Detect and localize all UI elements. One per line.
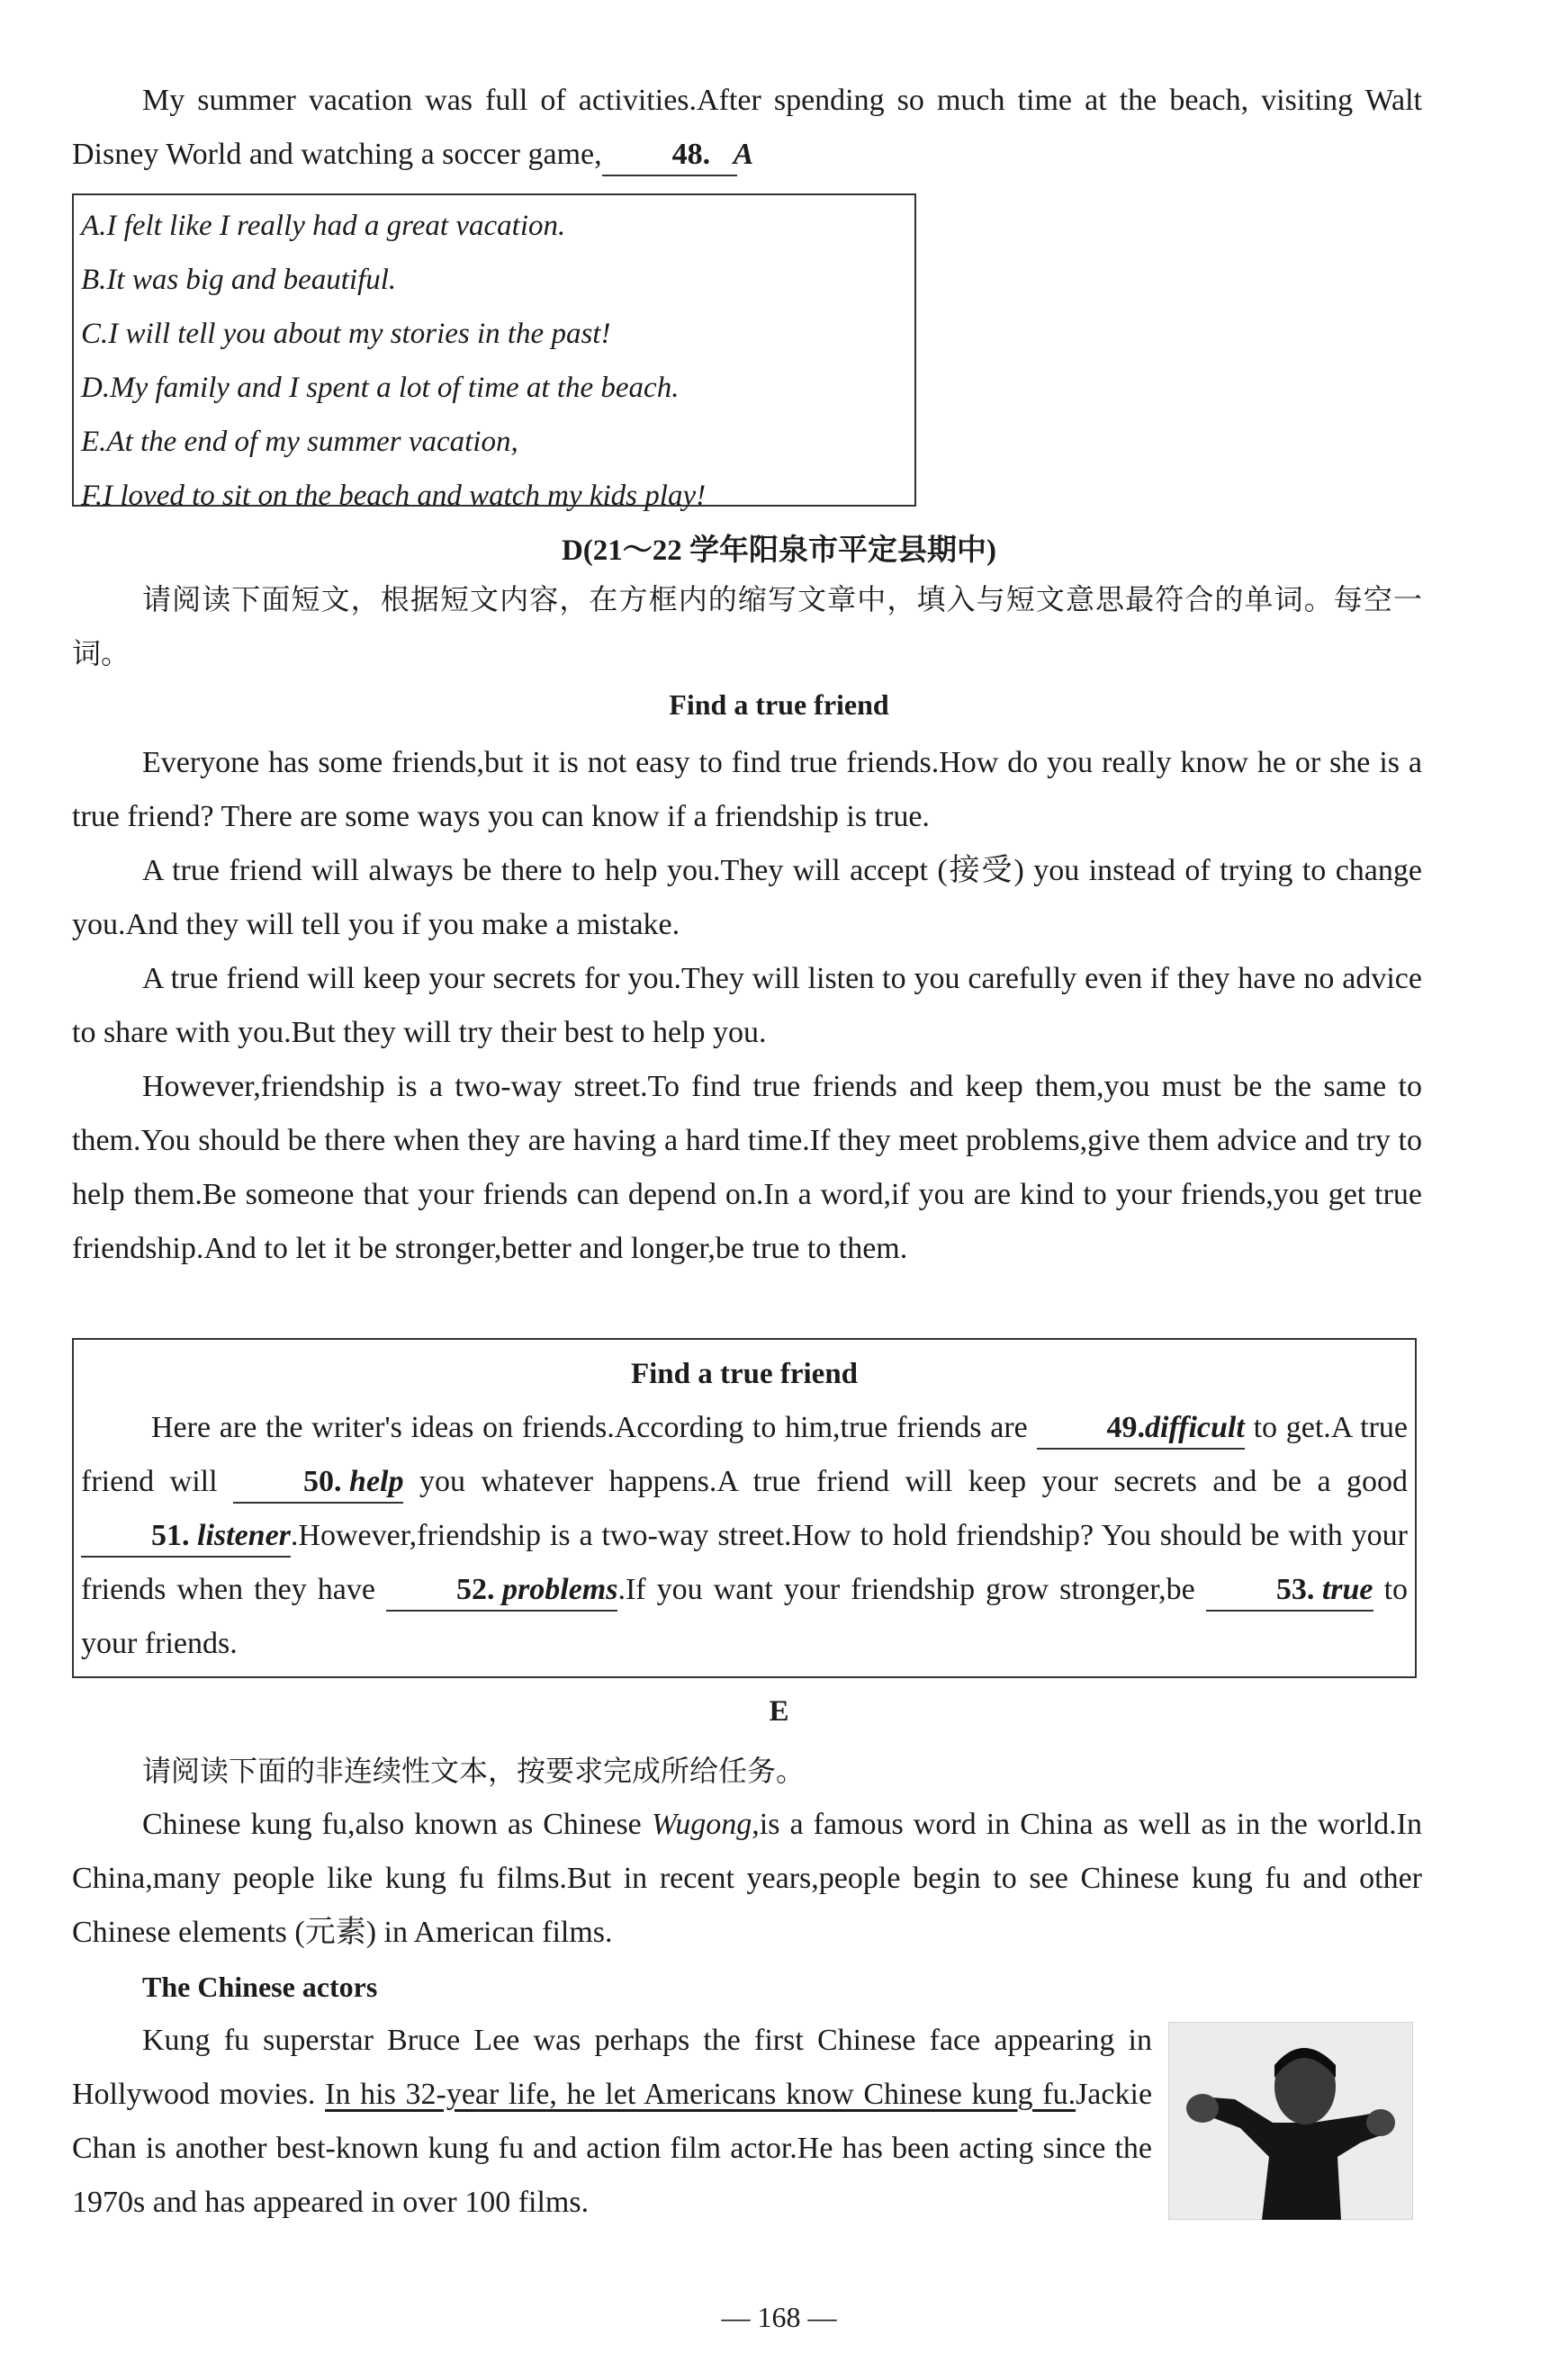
option-d: D.My family and I spent a lot of time at the beach. [81,372,680,404]
option-f: F.I loved to sit on the beach and watch my kids play! [81,480,707,512]
option-b: B.It was big and beautiful. [81,264,397,296]
actors-paragraph: Kung fu superstar Bruce Lee was perhaps the first Chinese face appearing in Hollywood movies. In his 32-year life, he let Americans know Chinese kung fu.Jackie Chan is another best-known kung fu and action film actor.He has been acting since the 1970s and has appeared in over 100 films. [72,2024,1153,2219]
passage-title: Find a true friend [669,688,889,721]
answer-50: help [349,1465,404,1498]
blank-49: 49.difficult [1037,1408,1245,1450]
passage-paragraph-4: However,friendship is a two-way street.To find true friends and keep them,you must be the same to them.You should be there when they are having a hard time.If they meet problems,give them advice and try to help them.Be someone that your friends can depend on.In a word,if you are kind to your friends,you get true friendship.And to let it be stronger,better and longer,be true to them. [72,1070,1422,1265]
intro-text: My summer vacation was full of activities.After spending so much time at the beach, visiting Walt Disney World and watching a soccer game, [72,84,1422,171]
kungfu-paragraph: Chinese kung fu,also known as Chinese Wugong,is a famous word in China as well as in the world.In China,many people like kung fu films.But in recent years,people begin to see Chinese kung fu and other Chinese elements (元素) in American films. [72,1808,1422,1949]
section-d-heading: D(21～22 学年阳泉市平定县期中) [561,534,997,567]
underlined-sentence: In his 32-year life, he let Americans know Chinese kung fu. [325,2078,1076,2111]
section-e-heading: E [769,1695,789,1728]
blank-53: 53. true [1206,1570,1373,1612]
options-box [72,193,916,512]
blank-50: 50. help [233,1462,403,1504]
bruce-lee-photo [1168,2022,1413,2220]
passage-paragraph-1: Everyone has some friends,but it is not easy to find true friends.How do you really know he or she is a true friend? There are some ways you can know if a friendship is true. [72,746,1422,833]
section-e-instruction: 请阅读下面的非连续性文本，按要求完成所给任务。 [142,1754,806,1788]
option-e: E.At the end of my summer vacation, [81,426,518,458]
summary-title: Find a true friend [630,1358,859,1390]
passage-paragraph-2: A true friend will always be there to help you.They will accept (接受) you instead of trying to change you.And they will tell you if you make a mistake. [72,854,1422,941]
answer-53: true [1321,1573,1373,1606]
blank-51: 51. listener [81,1516,291,1558]
blank-52: 52. problems [386,1570,617,1612]
option-c: C.I will tell you about my stories in the past! [81,318,611,350]
wugong-term: Wugong [651,1808,752,1841]
option-a: A.I felt like I really had a great vacation. [81,210,566,242]
answer-52: problems [502,1573,618,1606]
actors-subheading: The Chinese actors [142,1971,378,2003]
answer-49: difficult [1145,1411,1245,1444]
passage-paragraph-3: A true friend will keep your secrets for you.They will listen to you carefully even if they have no advice to share with you.But they will try their best to help you. [72,962,1422,1049]
summary-box [72,1338,1417,1678]
blank-48: 48. A [602,135,737,176]
page-number: — 168 — [721,2301,837,2333]
section-d-instruction: 请阅读下面短文，根据短文内容，在方框内的缩写文章中，填入与短文意思最符合的单词。每空一词。 [72,582,1422,670]
summary-text: Here are the writer's ideas on friends.According to him,true friends are 49.difficult to get.A true friend will 50. help you whatever happens.A true friend will keep your secrets and be a good 51. listener.However,friendship is a two-way street.How to hold friendship? You should be with your friends when they have 52. problems.If you want your friendship grow stronger,be 53. true to your friends. [81,1401,1408,1671]
intro-paragraph [72,74,1422,182]
answer-51: listener [197,1519,291,1552]
answer-48: A [733,138,754,171]
